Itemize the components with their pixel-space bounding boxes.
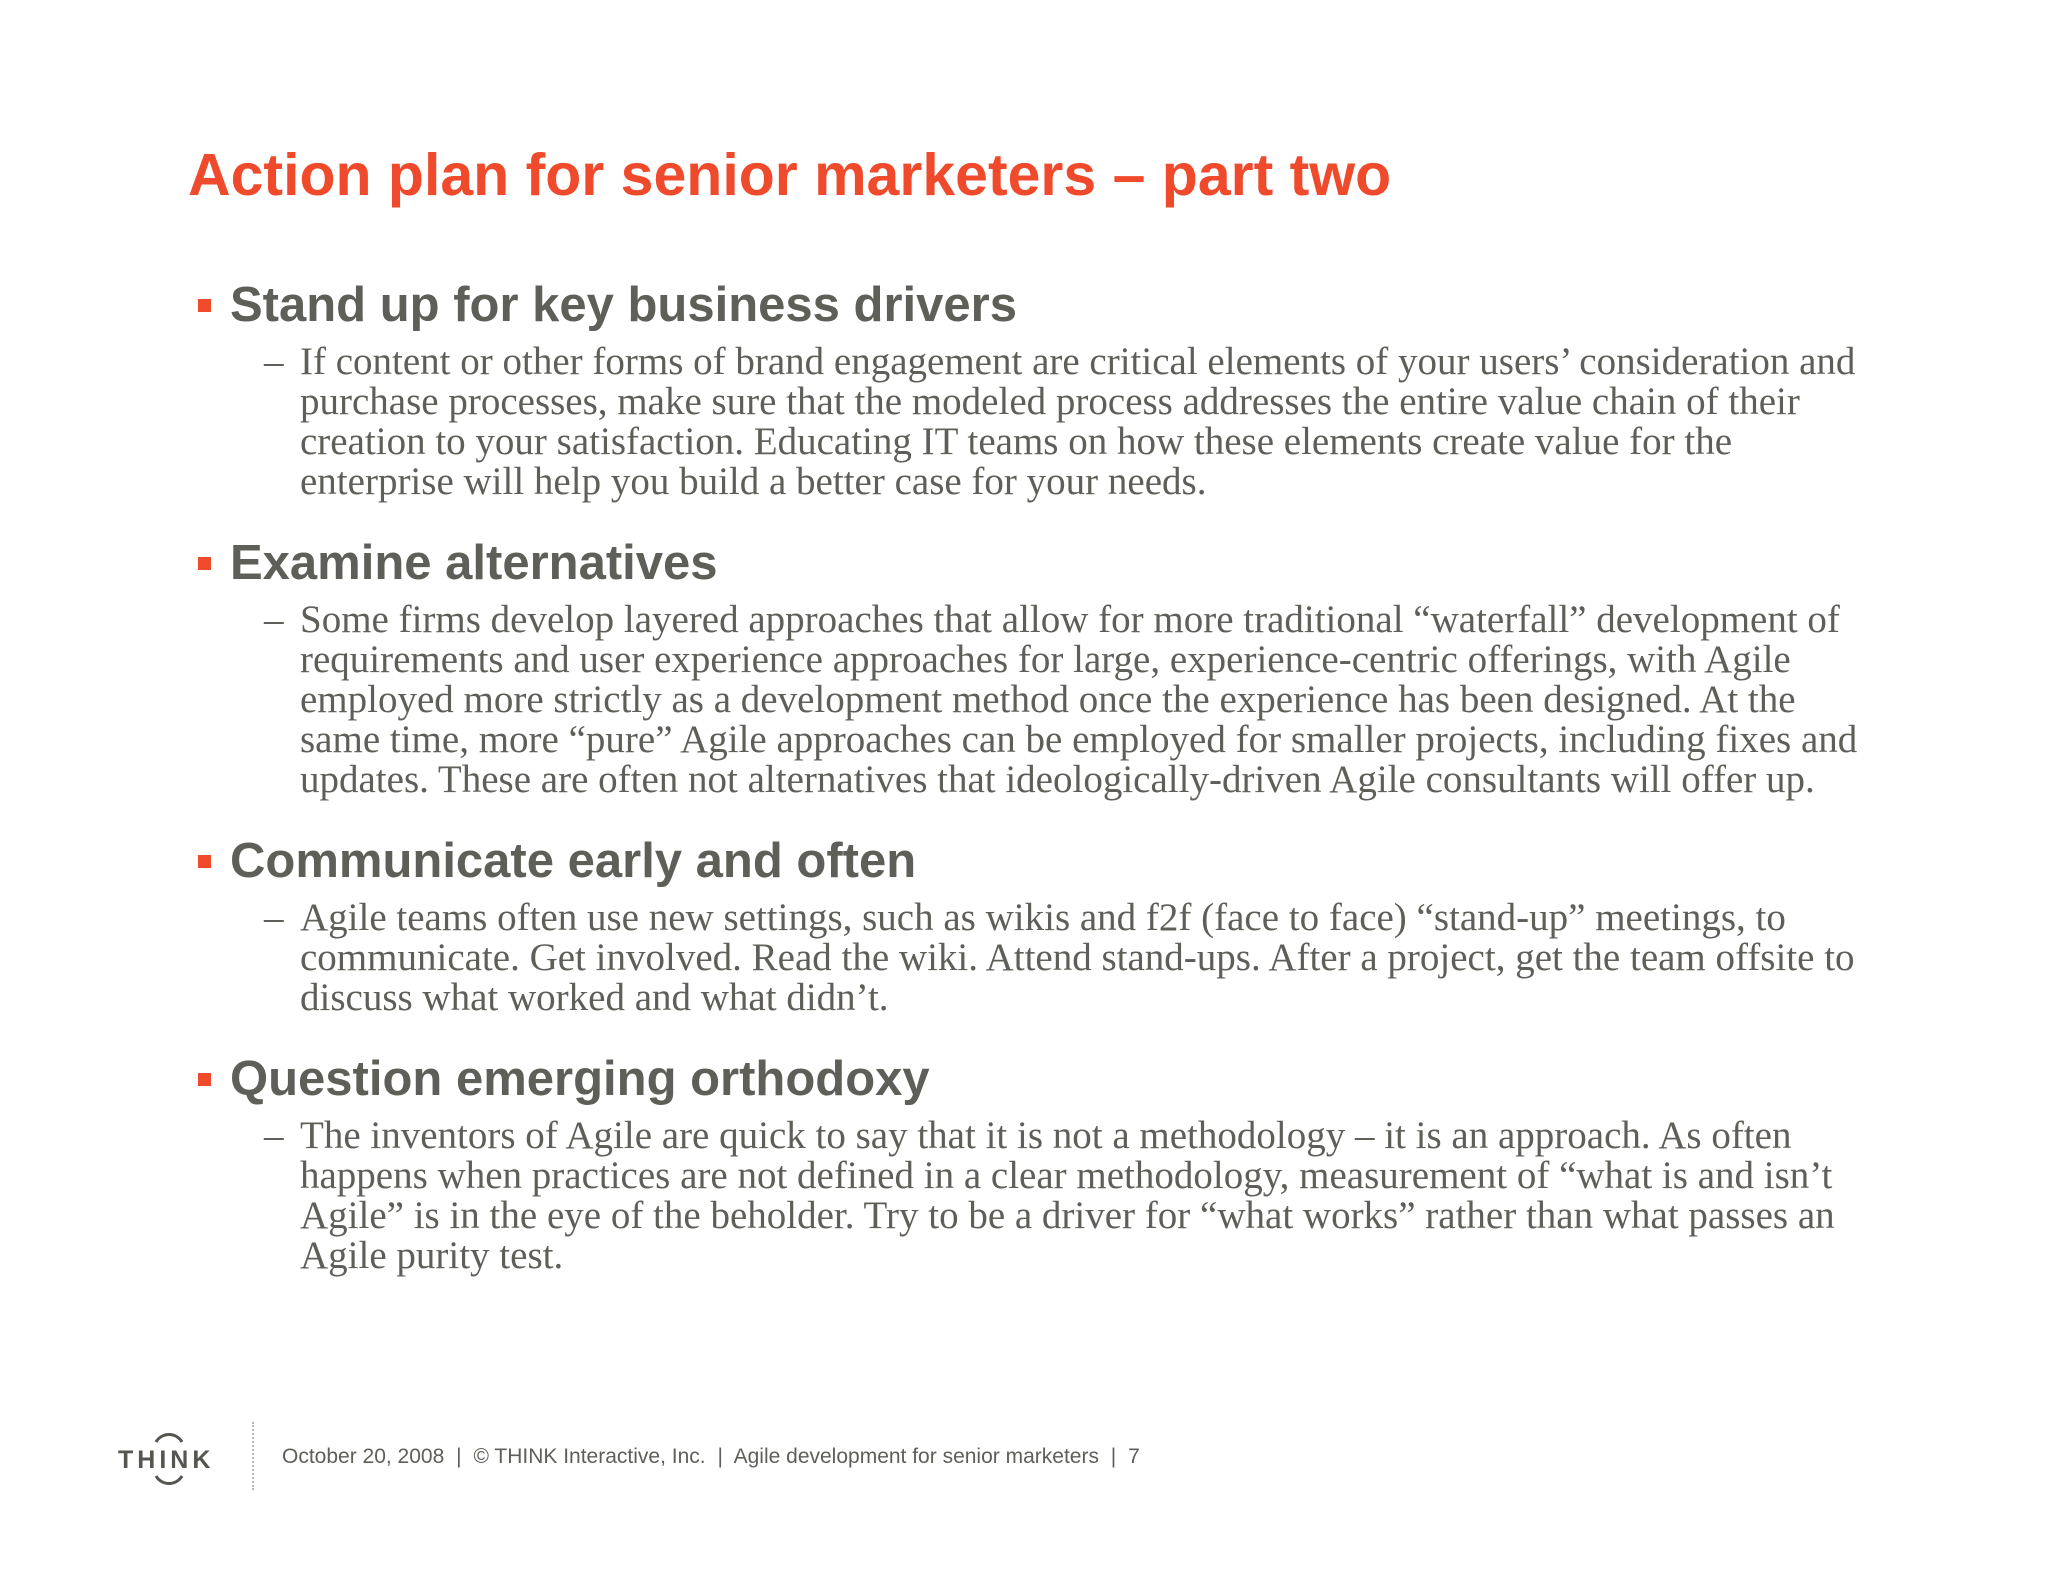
section-body: [196, 1116, 1896, 1276]
footer-deck-title: Agile development for senior marketers: [733, 1445, 1099, 1468]
section-body-text: Agile teams often use new settings, such as wikis and f2f (face to face) “stand-up” meetings, to communicate. Get involved. Read the wiki. Attend stand-ups. After a project, get the team offsite to discuss what worked and what didn’t.: [300, 896, 1855, 1019]
footer-date: October 20, 2008: [282, 1445, 445, 1468]
section-question-orthodoxy: [196, 1050, 1896, 1276]
section-stand-up: [196, 276, 1896, 502]
footer-copyright: © THINK Interactive, Inc.: [473, 1445, 706, 1468]
section-examine-alternatives: [196, 534, 1896, 800]
section-body: [196, 600, 1896, 800]
slide-content: [196, 276, 1896, 1308]
section-heading: [196, 1050, 1896, 1108]
page-title: Action plan for senior marketers – part two: [188, 142, 1392, 208]
dash-marker: –: [264, 340, 284, 383]
square-bullet-icon: [198, 855, 211, 868]
section-body-text: If content or other forms of brand engagement are critical elements of your users’ consideration and purchase processes, make sure that the modeled process addresses the entire value chain of their creation to your satisfaction. Educating IT teams on how these elements create value for the enterprise will help you build a better case for your needs.: [300, 340, 1856, 503]
square-bullet-icon: [198, 299, 211, 312]
section-heading: [196, 276, 1896, 334]
dash-marker: –: [264, 896, 284, 939]
dash-marker: –: [264, 598, 284, 641]
section-communicate: [196, 832, 1896, 1018]
section-body-text: The inventors of Agile are quick to say that it is not a methodology – it is an approach. As often happens when practices are not defined in a clear methodology, measurement of “what is and isn’t Agile” is in the eye of the beholder. Try to be a driver for “what works” rather than what passes an Agile purity test.: [300, 1114, 1835, 1277]
square-bullet-icon: [198, 1073, 211, 1086]
section-heading-text: Examine alternatives: [230, 536, 718, 590]
section-heading-text: Stand up for key business drivers: [230, 278, 1017, 332]
footer-separator: |: [456, 1445, 462, 1468]
section-heading-text: Communicate early and often: [230, 834, 917, 888]
section-body: [196, 898, 1896, 1018]
section-heading: [196, 832, 1896, 890]
footer-separator: |: [717, 1445, 723, 1468]
think-logo-icon: [118, 1428, 218, 1488]
footer-divider: [252, 1422, 254, 1490]
dash-marker: –: [264, 1114, 284, 1157]
square-bullet-icon: [198, 557, 211, 570]
footer-text: [282, 1444, 1140, 1470]
section-heading-text: Question emerging orthodoxy: [230, 1052, 930, 1106]
logo-text: THINK: [118, 1446, 215, 1474]
footer-page-number: 7: [1128, 1445, 1140, 1468]
section-body: [196, 342, 1896, 502]
section-heading: [196, 534, 1896, 592]
section-body-text: Some firms develop layered approaches that allow for more traditional “waterfall” development of requirements and user experience approaches for large, experience-centric offerings, with Agile employed more strictly as a development method once the experience has been designed. At the same time, more “pure” Agile approaches can be employed for smaller projects, including fixes and updates. These are often not alternatives that ideologically-driven Agile consultants will offer up.: [300, 598, 1858, 801]
footer-separator: |: [1110, 1445, 1117, 1468]
slide-footer: [0, 1420, 2048, 1510]
